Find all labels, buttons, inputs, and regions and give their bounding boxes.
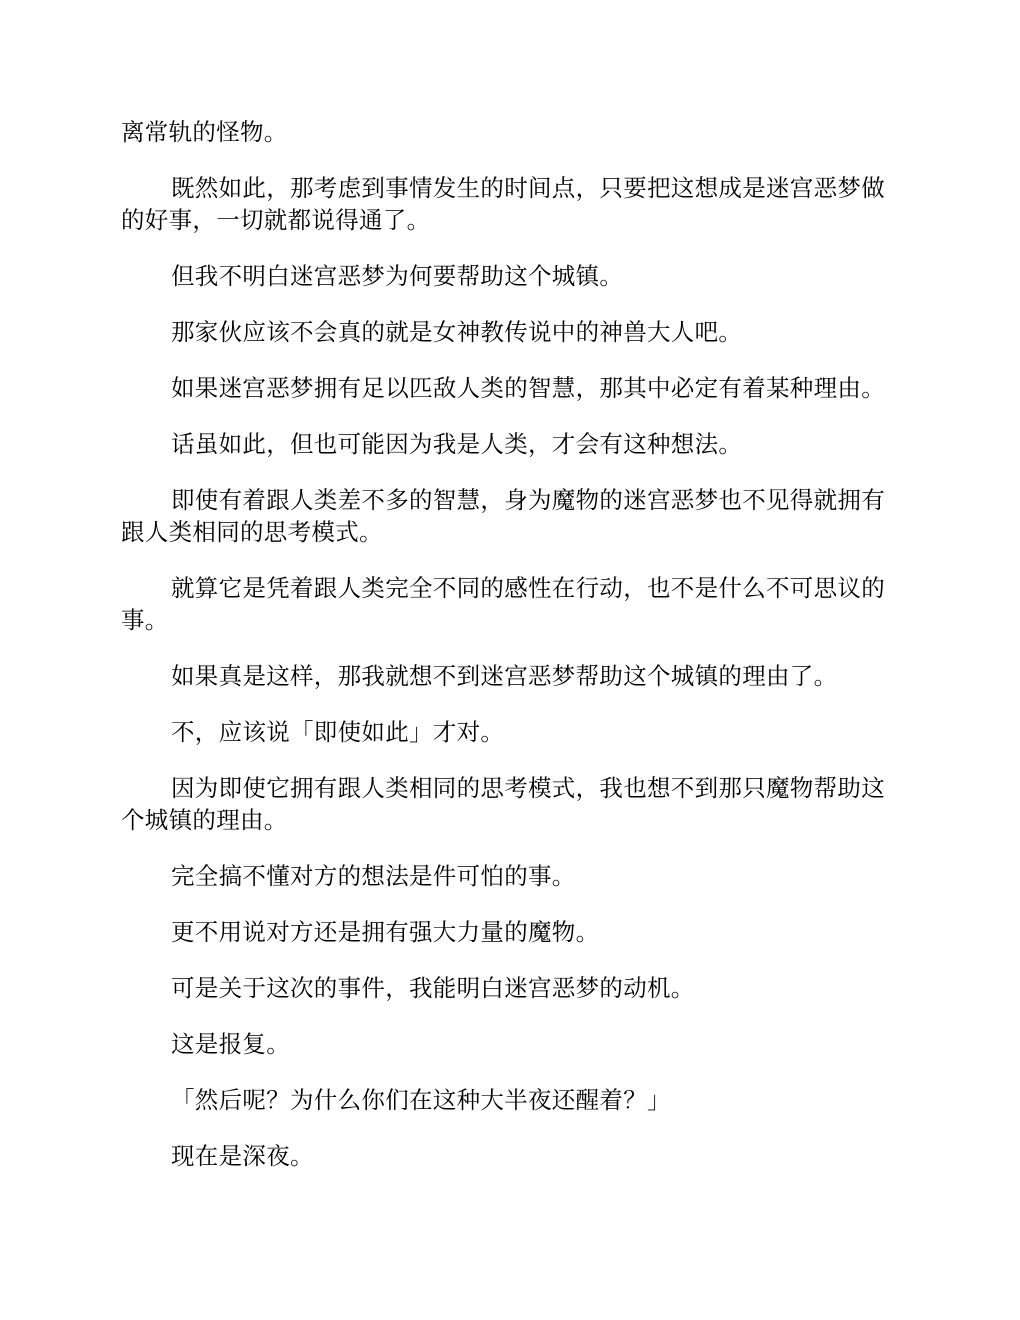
paragraph: 完全搞不懂对方的想法是件可怕的事。 (171, 862, 576, 890)
paragraph: 现在是深夜。 (171, 1142, 314, 1170)
paragraph: 那家伙应该不会真的就是女神教传说中的神兽大人吧。 (171, 318, 743, 346)
paragraph: 即使有着跟人类差不多的智慧，身为魔物的迷宫恶梦也不见得就拥有跟人类相同的思考模式。 (121, 486, 885, 546)
paragraph: 既然如此，那考虑到事情发生的时间点，只要把这想成是迷宫恶梦做的好事，一切就都说得通了。 (121, 174, 885, 234)
paragraph: 可是关于这次的事件，我能明白迷宫恶梦的动机。 (171, 974, 695, 1002)
paragraph: 就算它是凭着跟人类完全不同的感性在行动，也不是什么不可思议的事。 (121, 574, 885, 634)
paragraph: 但我不明白迷宫恶梦为何要帮助这个城镇。 (171, 262, 624, 290)
paragraph: 如果真是这样，那我就想不到迷宫恶梦帮助这个城镇的理由了。 (171, 662, 838, 690)
paragraph: 离常轨的怪物。 (121, 118, 288, 146)
paragraph: 更不用说对方还是拥有强大力量的魔物。 (171, 918, 600, 946)
text-body (121, 116, 901, 1196)
paragraph: 因为即使它拥有跟人类相同的思考模式，我也想不到那只魔物帮助这个城镇的理由。 (121, 774, 885, 834)
paragraph: 「然后呢？为什么你们在这种大半夜还醒着？」 (171, 1086, 671, 1114)
paragraph: 不，应该说「即使如此」才对。 (171, 718, 505, 746)
paragraph: 这是报复。 (171, 1030, 290, 1058)
paragraph: 如果迷宫恶梦拥有足以匹敌人类的智慧，那其中必定有着某种理由。 (171, 374, 885, 402)
paragraph: 话虽如此，但也可能因为我是人类，才会有这种想法。 (171, 430, 743, 458)
